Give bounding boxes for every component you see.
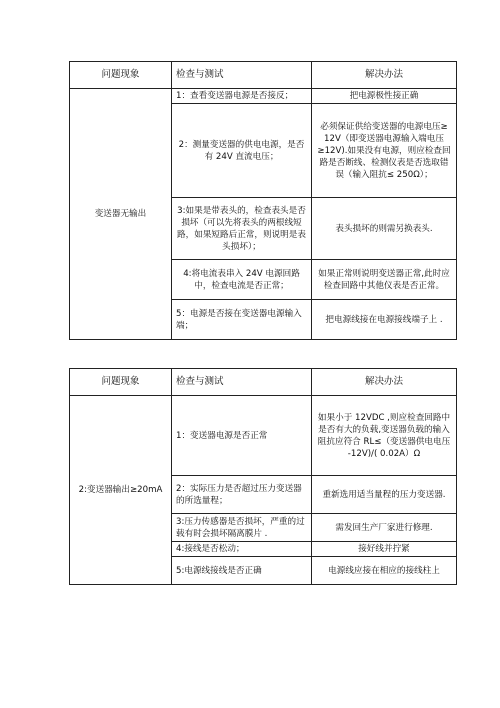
solution-cell: 表头损坏的则需另换表头. xyxy=(312,198,457,260)
check-cell: 3:如果是带表头的，检查表头是否损坏（可以先将表头的两根线短路，如果短路后正常，则说明是表头损坏）； xyxy=(172,198,312,260)
troubleshooting-table-no-output xyxy=(69,61,457,340)
check-cell: 1：变送器电源是否正常 xyxy=(172,396,312,476)
check-cell: 4:接线是否松动； xyxy=(172,542,312,557)
solution-cell: 必须保证供给变送器的电源电压≥ 12V（即变送器电源输入端电压≥12V).如果没有电源，则应检查回路是否断线、检测仪表是否选取错误（输入阻抗≤ 250Ω）； xyxy=(312,104,457,198)
header-symptom: 问题现象 xyxy=(70,62,172,89)
check-cell: 5:电源线接线是否正确 xyxy=(172,557,312,585)
table-header-row xyxy=(70,62,457,89)
solution-cell: 如果正常则说明变送器正常,此时应检查回路中其他仪表是否正常。 xyxy=(312,260,457,300)
header-solution: 解决办法 xyxy=(312,369,457,396)
table-row xyxy=(70,89,457,104)
check-cell: 1：查看变送器电源是否接反； xyxy=(172,89,312,104)
solution-cell: 把电源线接在电源接线端子上 . xyxy=(312,300,457,340)
check-cell: 3:压力传感器是否损坏，严重的过载有时会损坏隔离膜片 . xyxy=(172,514,312,542)
table-row xyxy=(70,396,457,476)
symptom-cell: 2:变送器输出≥20mA xyxy=(70,396,172,585)
solution-cell: 把电源极性接正确 xyxy=(312,89,457,104)
header-check: 检查与测试 xyxy=(172,62,312,89)
header-solution: 解决办法 xyxy=(312,62,457,89)
symptom-cell: 变送器无输出 xyxy=(70,89,172,340)
solution-cell: 接好线并拧紧 xyxy=(312,542,457,557)
solution-cell: 重新选用适当量程的压力变送器. xyxy=(312,476,457,514)
header-symptom: 问题现象 xyxy=(70,369,172,396)
header-check: 检查与测试 xyxy=(172,369,312,396)
check-cell: 4:将电流表串入 24V 电源回路中，检查电流是否正常； xyxy=(172,260,312,300)
check-cell: 2：实际压力是否超过压力变送器的所选量程； xyxy=(172,476,312,514)
troubleshooting-table-over-20ma xyxy=(69,368,457,585)
check-cell: 5：电源是否接在变送器电源输入端； xyxy=(172,300,312,340)
table-header-row xyxy=(70,369,457,396)
check-cell: 2：测量变送器的供电电源，是否有 24V 直流电压； xyxy=(172,104,312,198)
solution-cell: 电源线应接在相应的接线柱上 xyxy=(312,557,457,585)
solution-cell: 需发回生产厂家进行修理. xyxy=(312,514,457,542)
solution-cell: 如果小于 12VDC ,则应检查回路中是否有大的负载,变送器负载的输入阻抗应符合 RL≤（变送器供电电压 -12V)/( 0.02A）Ω xyxy=(312,396,457,476)
